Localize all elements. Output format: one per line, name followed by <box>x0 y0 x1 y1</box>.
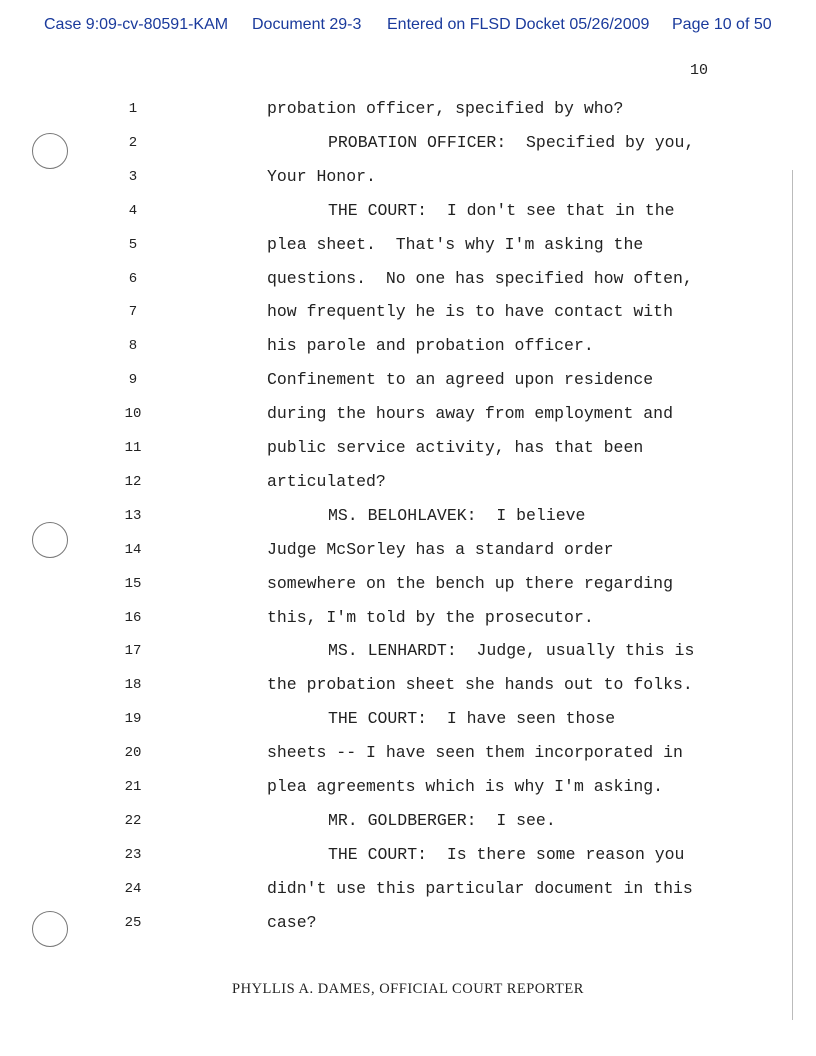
transcript-line: case? <box>267 912 317 932</box>
court-reporter-footer: PHYLLIS A. DAMES, OFFICIAL COURT REPORTER <box>232 981 584 997</box>
line-number: 11 <box>124 440 142 456</box>
line-number: 15 <box>124 575 142 592</box>
docket-entry: Entered on FLSD Docket 05/26/2009 <box>387 16 650 33</box>
transcript-page-number: 10 <box>690 62 709 79</box>
transcript-line: during the hours away from employment and <box>267 404 673 424</box>
transcript-line: probation officer, specified by who? <box>267 99 624 118</box>
punch-hole <box>32 522 68 558</box>
transcript-line: MR. GOLDBERGER: I see. <box>328 810 556 830</box>
transcript-line: plea agreements which is why I'm asking. <box>267 777 664 796</box>
line-number: 10 <box>124 406 142 423</box>
line-number: 4 <box>128 202 138 219</box>
line-number: 2 <box>128 134 138 151</box>
line-number: 22 <box>124 812 142 829</box>
transcript-line: THE COURT: I don't see that in the <box>328 200 675 220</box>
line-number: 19 <box>124 711 142 728</box>
line-number: 24 <box>124 880 142 897</box>
line-number: 9 <box>128 372 138 389</box>
document-number: Document 29-3 <box>252 16 362 33</box>
line-number: 1 <box>128 101 138 117</box>
line-number: 17 <box>124 643 142 660</box>
line-number: 20 <box>124 745 142 762</box>
margin-line <box>792 170 793 1020</box>
punch-hole <box>32 133 68 169</box>
transcript-line: articulated? <box>267 471 386 491</box>
transcript-line: THE COURT: I have seen those <box>328 709 616 729</box>
line-number: 7 <box>128 304 138 321</box>
line-number: 14 <box>124 541 142 558</box>
punch-hole <box>32 911 68 947</box>
line-number: 16 <box>124 609 142 626</box>
line-number: 6 <box>128 270 138 287</box>
transcript-line: how frequently he is to have contact with <box>267 302 673 322</box>
transcript-line: MS. LENHARDT: Judge, usually this is <box>328 641 695 661</box>
case-number: Case 9:09-cv-80591-KAM <box>44 16 229 33</box>
transcript-line: questions. No one has specified how often, <box>267 268 693 288</box>
transcript-line: Your Honor. <box>267 166 376 186</box>
transcript-line: this, I'm told by the prosecutor. <box>267 607 594 627</box>
page-indicator: Page 10 of 50 <box>672 16 772 33</box>
transcript-line: PROBATION OFFICER: Specified by you, <box>328 132 695 152</box>
line-number: 18 <box>124 677 142 694</box>
transcript-line: THE COURT: Is there some reason you <box>328 844 685 864</box>
line-number: 23 <box>124 846 142 863</box>
transcript-line: sheets -- I have seen them incorporated in <box>267 743 683 763</box>
transcript-line: plea sheet. That's why I'm asking the <box>267 234 644 254</box>
transcript-line: MS. BELOHLAVEK: I believe <box>328 505 586 525</box>
line-number: 3 <box>128 168 138 185</box>
line-number: 21 <box>124 779 142 795</box>
transcript-line: public service activity, has that been <box>267 438 644 457</box>
line-number: 12 <box>124 473 142 490</box>
line-number: 5 <box>128 236 138 253</box>
line-number: 13 <box>124 507 142 524</box>
transcript-line: Confinement to an agreed upon residence <box>267 370 654 390</box>
transcript-line: Judge McSorley has a standard order <box>267 539 614 559</box>
line-number: 25 <box>124 914 142 931</box>
transcript-line: his parole and probation officer. <box>267 336 594 356</box>
transcript-line: somewhere on the bench up there regarding <box>267 573 673 593</box>
transcript-line: the probation sheet she hands out to folks. <box>267 675 693 695</box>
line-number: 8 <box>128 338 138 355</box>
transcript-line: didn't use this particular document in this <box>267 878 693 898</box>
